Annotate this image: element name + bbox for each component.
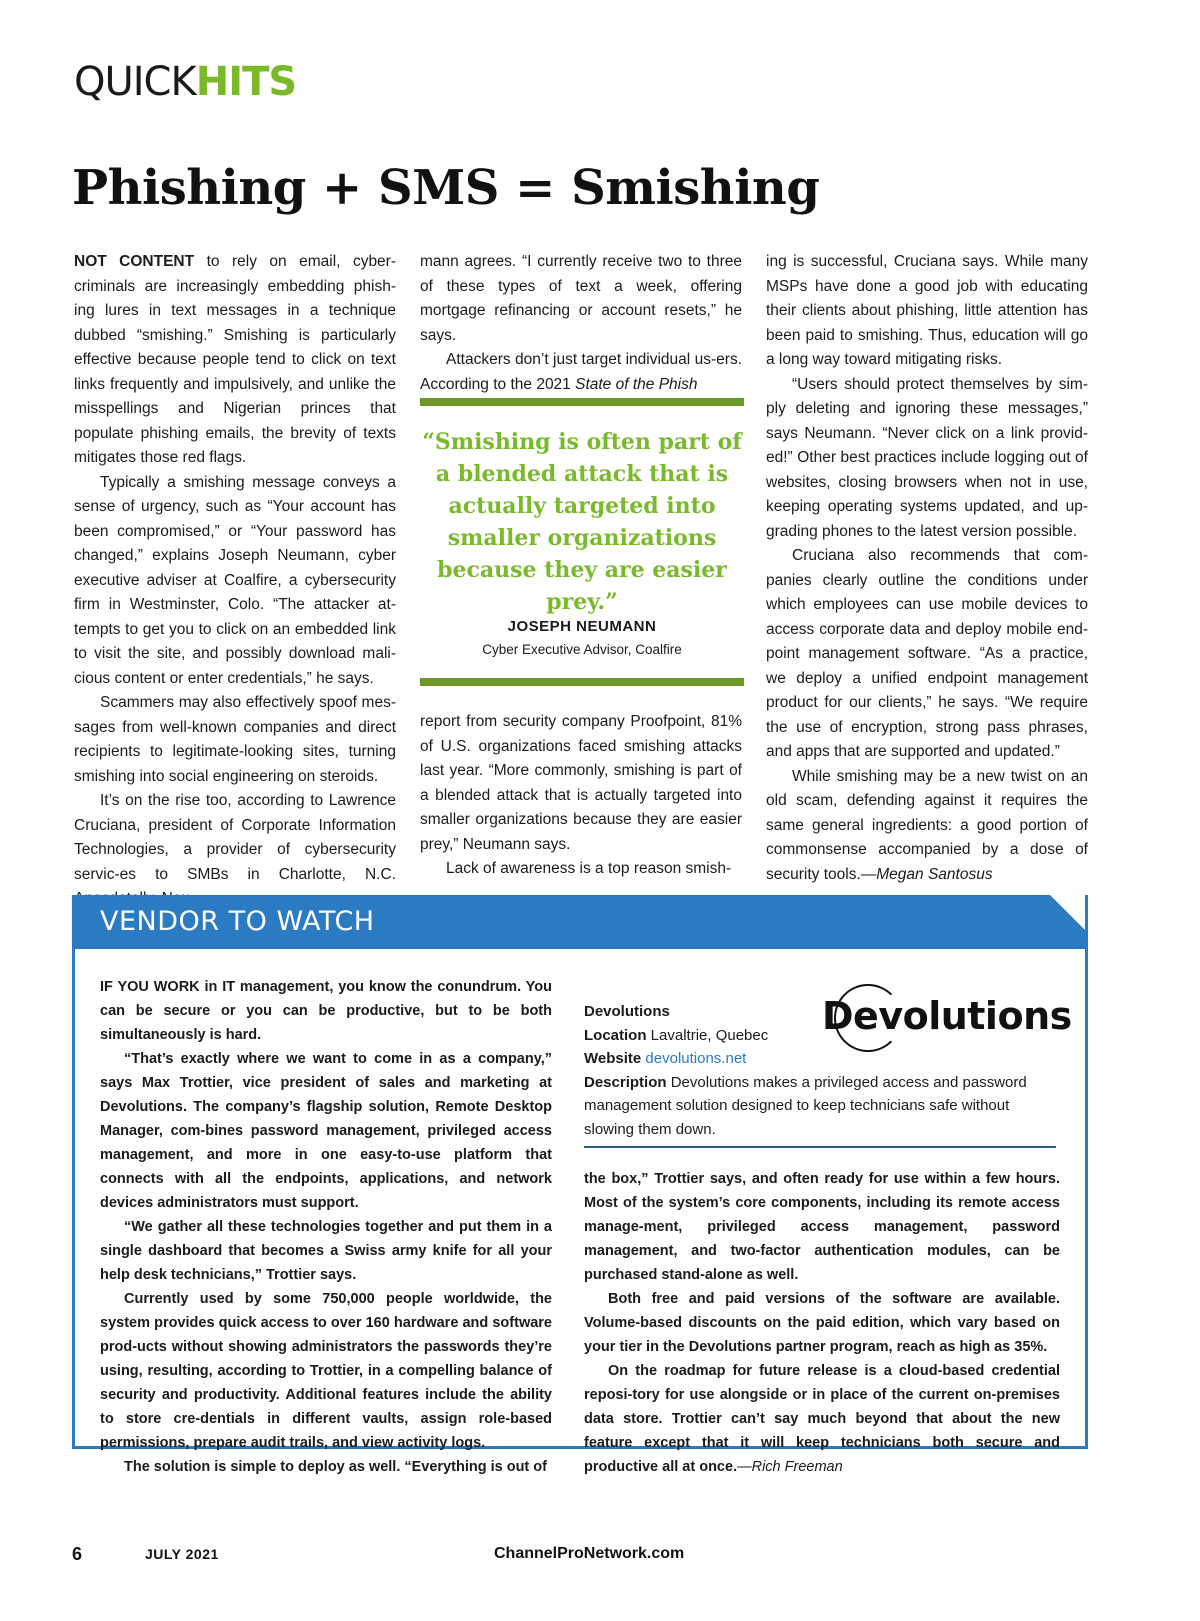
article-paragraph xyxy=(766,765,1088,888)
article-headline: Phishing + SMS = Smishing xyxy=(72,160,820,216)
article-paragraph: report from security company Proofpoint, 81% of U.S. organizations faced smishing attacks last year. “More commonly, smishing is part of a blended attack that is actually targeted into smaller organizations because they are easier prey,” Neumann says. xyxy=(420,713,742,853)
description-label: Description xyxy=(584,1073,667,1091)
article-column-2-bottom xyxy=(420,710,742,882)
vendor-info xyxy=(584,1000,1054,1141)
article-paragraph xyxy=(74,250,396,471)
vendor-paragraph: “That’s exactly where we want to come in as a company,” says Max Trottier, vice president of sales and marketing at Devolutions. The company’s flagship solution, Remote Desktop Manager, com-bines password management, privileged access management, and more in one easy-to-use platform that connects with all the endpoints, applications, and network devices administrators must support. xyxy=(100,1051,552,1211)
report-title: State of the Phish xyxy=(575,375,698,393)
article-column-1 xyxy=(74,250,396,912)
vendor-info-divider xyxy=(584,1146,1056,1148)
article-paragraph: Scammers may also effectively spoof mes-sages from well-known companies and direct recipients to legitimate-looking sites, turning smishing into social engineering on steroids. xyxy=(74,694,396,785)
page-number: 6 xyxy=(72,1544,83,1564)
article-paragraph: It’s on the rise too, according to Lawrence Cruciana, president of Corporate Information Technologies, a provider of cybersecurity servic-es to SMBs in Charlotte, N.C. xyxy=(74,792,396,883)
logo-wordmark: Devolutions xyxy=(822,994,1072,1038)
vendor-description xyxy=(584,1071,1054,1142)
article-paragraph xyxy=(420,348,742,397)
article-paragraph: Cruciana also recommends that com-panies clearly outline the conditions under which employees can use mobile devices to access corporate data and deploy mobile end-point management software. “As a practice, we deploy a unified endpoint management product for our clients,” he says. “We require the use of encryption, strong pass phrases, and apps that are supported and updated.” xyxy=(766,547,1088,760)
vendor-paragraph: The solution is simple to deploy as well. “Everything is out of xyxy=(124,1459,547,1475)
pull-quote-role: Cyber Executive Advisor, Coalfire xyxy=(482,642,682,657)
vendor-paragraph: IF YOU WORK in IT management, you know the conundrum. You can be secure or you can be productive, but to be both simultaneously is hard. xyxy=(100,979,552,1043)
vendor-column-2 xyxy=(584,1167,1060,1479)
website-link[interactable]: devolutions.net xyxy=(645,1050,747,1067)
footer-website: ChannelProNetwork.com xyxy=(494,1545,685,1562)
pull-quote-top-rule xyxy=(420,398,744,406)
article-paragraph: Lack of awareness is a top reason smish- xyxy=(446,860,732,877)
pull-quote-text: “Smishing is often part of a blended attack that is actually targeted into smaller organizations because they are easier prey.” xyxy=(422,429,742,615)
article-paragraph: mann agrees. “I currently receive two to three of these types of text a week, offering mortgage refinancing or account resets,” he says. xyxy=(420,253,742,344)
article-column-2-top xyxy=(420,250,742,397)
pull-quote xyxy=(420,398,744,686)
article-byline: —Megan Santosus xyxy=(860,865,993,883)
vendor-website xyxy=(584,1047,1054,1071)
article-column-3 xyxy=(766,250,1088,887)
vendor-paragraph: Currently used by some 750,000 people worldwide, the system provides quick access to over 160 hardware and software prod-ucts without showing administrators the passwords they’re using, resulting, according to Trottier, in a compelling balance of security and productivity. Additional features include the ability to store cre-dentials in different vaults, assign role-based permissions, prepare audit trails, and view activity logs. xyxy=(100,1291,552,1451)
vendor-column-1 xyxy=(100,975,552,1479)
pull-quote-bottom-rule xyxy=(420,678,744,686)
vendor-location xyxy=(584,1024,1054,1048)
description-value: Devolutions makes a privileged access and password management solution designed to keep technicians safe without slowing them down. xyxy=(584,1073,1027,1138)
pull-quote-name: JOSEPH NEUMANN xyxy=(507,618,657,635)
location-value: Lavaltrie, Quebec xyxy=(650,1026,769,1044)
article-text: to rely on email, cyber-criminals are increasingly embedding phish-ing lures in text messages in a technique dubbed “smishing.” Smishing is particularly effective because people tend to click on text links frequently and impulsively, and unlike the misspellings and Nigerian princes that populate phishing emails, the brevity of texts mitigates those red flags. xyxy=(74,253,397,466)
website-label: Website xyxy=(584,1050,642,1067)
section-tag-hits: HITS xyxy=(195,59,297,105)
article-paragraph: “Users should protect themselves by sim-ply deleting and ignoring these messages,” says Neumann. “Never click on a link provid-ed!” Other best practices include logging out of websites, closing browsers when not in use, keeping operating systems updated, and up-grading phones to the latest version possible. xyxy=(766,375,1088,540)
article-text: While smishing may be a new twist on an old scam, defending against it requires the same general ingredients: a good portion of commonsense accompanied by a dose of security tools. xyxy=(766,767,1088,883)
vendor-company: Devolutions xyxy=(584,1003,670,1020)
section-tag-quick: QUICK xyxy=(74,59,196,105)
article-paragraph: ing is successful, Cruciana says. While many MSPs have done a good job with educating their clients about phishing, little attention has been paid to smishing. Thus, education will go a long way toward mitigating risks. xyxy=(766,253,1088,368)
vendor-paragraph: Both free and paid versions of the software are available. Volume-based discounts on the paid edition, which vary based on your tier in the Devolutions partner program, reach as high as 35%. xyxy=(584,1291,1060,1355)
location-label: Location xyxy=(584,1026,647,1044)
article-paragraph: Typically a smishing message conveys a sense of urgency, such as “Your account has been compromised,” or “Your password has changed,” explains Joseph Neumann, cyber executive adviser at Coalfire, a cybersecurity firm in Westminster, Colo. “The attacker at-tempts to get you to click on an embedded link to visit the site, and possibly download mali-cious content or enter credentials,” he says. xyxy=(74,473,396,687)
article-text: Attackers don’t just target individual us-ers. According to the 2021 xyxy=(420,351,742,393)
vendor-paragraph: the box,” Trottier says, and often ready for use within a few hours. Most of the system’s core components, including its remote access manage-ment, privileged access management, password management, and two-factor authentication modules, can be purchased stand-alone as well. xyxy=(584,1171,1060,1283)
issue-date: JULY 2021 xyxy=(145,1546,219,1562)
vendor-text: On the roadmap for future release is a cloud-based credential reposi-tory for use alongside or in place of the current on-premises data store. Trottier can’t say much beyond that about the new feature except that it will keep technicians both secure and productive all at once. xyxy=(584,1363,1060,1475)
vendor-byline: —Rich Freeman xyxy=(737,1459,843,1475)
vendor-paragraph xyxy=(584,1359,1060,1479)
section-tag xyxy=(74,58,296,106)
vendor-paragraph: “We gather all these technologies together and put them in a single dashboard that becomes a Swiss army knife for all your help desk technicians,” Trottier says. xyxy=(100,1219,552,1283)
vendor-box-title: VENDOR TO WATCH xyxy=(100,906,375,937)
article-lead-in: NOT CONTENT xyxy=(74,253,195,270)
